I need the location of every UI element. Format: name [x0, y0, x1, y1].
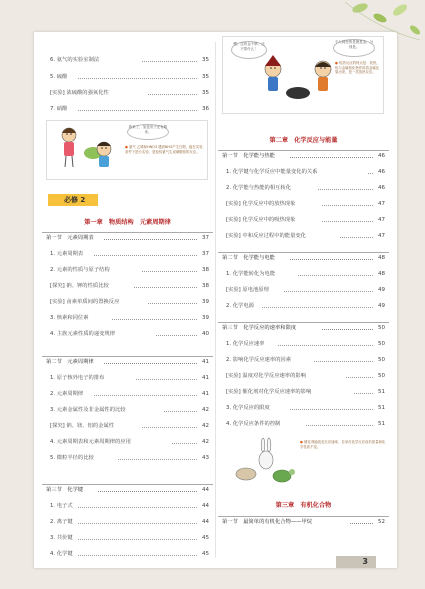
toc-row[interactable]: 3. 元素金属性及非金属性的比较 42 [50, 407, 209, 413]
toc-row[interactable]: [实验] 化学反应中的放热现象 47 [226, 201, 385, 207]
speech-bubble: 嘿，这块金不够，还不算什么！ [231, 41, 267, 59]
toc-row[interactable]: [实验] 卤素单质间的置换反应 39 [50, 299, 209, 305]
section-row[interactable]: 第三节 化学键 44 [46, 487, 209, 493]
toc-row[interactable]: 2. 元素周期律 41 [50, 391, 209, 397]
toc-row[interactable]: 1. 原子核外电子的排布 41 [50, 375, 209, 381]
toc-row[interactable]: 2. 影响化学反应速率的因素 50 [226, 357, 385, 363]
cartoon-note: ● 催化剂能改变反应速率，自身在化学反应前后质量和化学性质不变。 [300, 440, 386, 449]
toc-row[interactable]: 1. 化学键与化学反应中能量变化的关系 46 [226, 169, 385, 175]
toc-row[interactable]: 4. 元素周期表和元素周期律的应用 42 [50, 439, 209, 445]
toc-row[interactable]: [实验] 原电池原理 49 [226, 287, 385, 293]
toc-row[interactable]: [实验] 浓硫酸的强氧化性 35 [50, 90, 209, 96]
leaves-decoration-icon [340, 0, 425, 50]
toc-row[interactable]: 4. 主族元素性质的递变规律 40 [50, 331, 209, 337]
chapter-heading: 第二章 化学反应与能量 [269, 137, 338, 144]
toc-page [34, 32, 397, 568]
toc-row[interactable]: 3. 核素和同位素 39 [50, 315, 209, 321]
toc-row[interactable]: 1. 化学能转化为电能 48 [226, 271, 385, 277]
toc-row[interactable]: 3. 共价键 45 [50, 535, 209, 541]
page-number: 3 [336, 556, 376, 568]
toc-row[interactable]: 2. 化学电源 49 [226, 303, 385, 309]
chapter-heading: 第一章 物质结构 元素周期律 [84, 219, 171, 226]
section-row[interactable]: 第一节 元素周期表 37 [46, 235, 209, 241]
toc-row[interactable]: [探究] 钠、镁、铝的金属性 42 [50, 423, 209, 429]
section-row[interactable]: 第三节 化学反应的速率和限度 50 [222, 325, 385, 331]
toc-row[interactable]: 2. 离子键 44 [50, 519, 209, 525]
toc-row[interactable]: [实验] 中和反应过程中的能量变化 47 [226, 233, 385, 239]
section-row[interactable]: 第一节 化学能与热能 46 [222, 153, 385, 159]
section-row[interactable]: 第二节 化学能与电能 48 [222, 255, 385, 261]
speech-bubble: 于人间里的是燃是金，分别是。 [333, 39, 375, 57]
speech-bubble: 我来了，加盖房子还有路来。 [127, 124, 169, 140]
toc-row[interactable]: 4. 化学反应条件的控制 51 [226, 421, 385, 427]
banner-required-2: 必修 2 [48, 194, 98, 206]
chapter-heading: 第三章 有机化合物 [275, 502, 332, 509]
toc-row[interactable]: 1. 化学反应速率 50 [226, 341, 385, 347]
toc-row[interactable]: 6. 氨气的实验室制法 35 [50, 57, 209, 63]
cartoon-note: ● 铝热反应的特点是：放热，铝与金属氧化物作用将金属还原出来，是一类放热反应。 [335, 61, 380, 75]
toc-row[interactable]: [实验] 温度对化学反应速率的影响 50 [226, 373, 385, 379]
toc-row[interactable]: 1. 元素周期表 37 [50, 251, 209, 257]
toc-row[interactable]: [探究] 钠、钾的性质比较 38 [50, 283, 209, 289]
toc-row[interactable]: 7. 硝酸 36 [50, 106, 209, 112]
cartoon-note: ● 氨气 乙烯和HNO3 遇到NH3产生白烟，能在实验条件下进行实验，是检验氨气生成硝酸铵的反应。 [125, 145, 203, 154]
column-divider [215, 42, 216, 558]
section-row[interactable]: 第二节 元素周期律 41 [46, 359, 209, 365]
toc-row[interactable]: 4. 化学键 45 [50, 551, 209, 557]
toc-row[interactable]: 1. 电子式 44 [50, 503, 209, 509]
toc-row[interactable]: 2. 化学能与热能的相互转化 46 [226, 185, 385, 191]
toc-row[interactable]: 2. 元素的性质与原子结构 38 [50, 267, 209, 273]
toc-row[interactable]: [实验] 催化剂对化学反应速率的影响 51 [226, 389, 385, 395]
toc-row[interactable]: 5. 硫酸 35 [50, 74, 209, 80]
cartoon-illustration [226, 436, 386, 486]
cartoon-illustration [46, 120, 208, 180]
section-row[interactable]: 第一节 最简单的有机化合物——甲烷 52 [222, 519, 385, 525]
toc-row[interactable]: [实验] 化学反应中的吸热现象 47 [226, 217, 385, 223]
toc-row[interactable]: 5. 微粒半径的比较 43 [50, 455, 209, 461]
toc-row[interactable]: 3. 化学反应的限度 51 [226, 405, 385, 411]
